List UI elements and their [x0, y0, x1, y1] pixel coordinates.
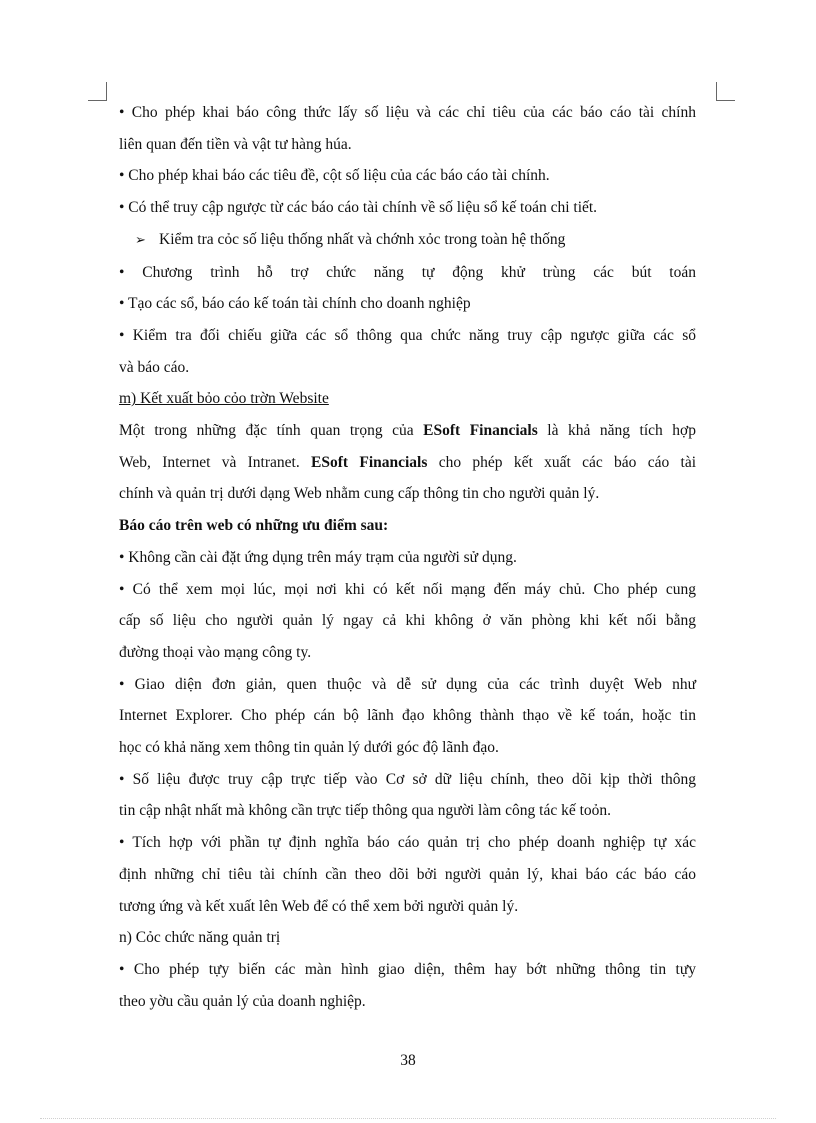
paragraph-line: • Tích hợp với phần tự định nghĩa báo cáo quản trị cho phép doanh nghiệp tự xác [119, 834, 696, 852]
paragraph-line: • Cho phép khai báo công thức lấy số liệu và các chỉ tiêu của các báo cáo tài chính [119, 104, 696, 121]
page-bottom-rule [40, 1118, 776, 1119]
text-run: là khả năng tích hợp [537, 422, 697, 440]
paragraph-line: cấp số liệu cho người quản lý ngay cả khi không ở văn phòng khi kết nối bằng [119, 612, 696, 630]
paragraph-line: • Không cần cài đặt ứng dụng trên máy trạm của người sử dụng. [119, 548, 517, 566]
paragraph-line: theo yờu cầu quản lý của doanh nghiệp. [119, 992, 366, 1010]
bold-subheading: Báo cáo trên web có những ưu điểm sau: [119, 517, 389, 535]
section-heading-m: m) Kết xuất bỏo cỏo trờn Website [119, 390, 329, 408]
document-body [119, 97, 696, 1017]
text-run: cho phép kết xuất các báo cáo tài [427, 453, 697, 471]
paragraph-line: liên quan đến tiền và vật tư hàng húa. [119, 135, 352, 153]
arrow-list-item-text: Kiểm tra cỏc số liệu thống nhất và chớnh xỏc trong toàn hệ thống [159, 230, 566, 248]
text-run: Web, Internet và Intranet. [119, 453, 312, 471]
corner-mark-top-right [716, 82, 735, 101]
paragraph-line: • Số liệu được truy cập trực tiếp vào Cơ sở dữ liệu chính, theo dõi kịp thời thông [119, 770, 696, 788]
paragraph-line: chính và quản trị dưới dạng Web nhằm cung cấp thông tin cho người quản lý. [119, 485, 600, 503]
paragraph-line: • Có thể truy cập ngược từ các báo cáo tài chính về số liệu sổ kế toán chi tiết. [119, 199, 598, 217]
paragraph-line: học có khả năng xem thông tin quản lý dưới góc độ lãnh đạo. [119, 739, 499, 757]
arrow-list-item [119, 224, 696, 257]
product-name: ESoft Financials [311, 453, 428, 471]
paragraph-line: • Kiểm tra đối chiếu giữa các sổ thông qua chức năng truy cập ngược giữa các sổ [119, 326, 696, 344]
paragraph-line: • Cho phép khai báo các tiêu đề, cột số liệu của các báo cáo tài chính. [119, 167, 550, 185]
paragraph-line: định những chỉ tiêu tài chính cần theo dõi bởi người quản lý, khai báo các báo cáo [119, 865, 696, 883]
section-heading-n: n) Cỏc chức năng quản trị [119, 929, 281, 947]
arrow-bullet-icon: ➢ [135, 232, 146, 248]
paragraph-line: • Cho phép tựy biến các màn hình giao diện, thêm hay bớt những thông tin tựy [119, 960, 696, 978]
paragraph-line: tin cập nhật nhất mà không cần trực tiếp thông qua người làm công tác kế toỏn. [119, 802, 612, 820]
text-run: Một trong những đặc tính quan trọng của [119, 422, 424, 440]
paragraph-line: Internet Explorer. Cho phép cán bộ lãnh đạo không thành thạo về kế toán, hoặc tin [119, 707, 696, 725]
paragraph-line [119, 415, 696, 447]
paragraph-line: • Giao diện đơn giản, quen thuộc và dễ sử dụng của các trình duyệt Web như [119, 675, 696, 693]
paragraph-line [119, 447, 696, 479]
paragraph-line: • Tạo các sổ, báo cáo kế toán tài chính cho doanh nghiệp [119, 295, 471, 313]
paragraph-line: • Chương trình hỗ trợ chức năng tự động khử trùng các bút toán [119, 263, 696, 281]
paragraph-line: • Có thể xem mọi lúc, mọi nơi khi có kết nối mạng đến máy chủ. Cho phép cung [119, 580, 696, 598]
corner-mark-top-left [88, 82, 107, 101]
page-number: 38 [400, 1052, 416, 1069]
product-name: ESoft Financials [423, 422, 538, 440]
paragraph-line: đường thoại vào mạng công ty. [119, 643, 312, 661]
paragraph-line: tương ứng và kết xuất lên Web để có thể xem bởi người quản lý. [119, 897, 519, 915]
paragraph-line: và báo cáo. [119, 358, 190, 376]
